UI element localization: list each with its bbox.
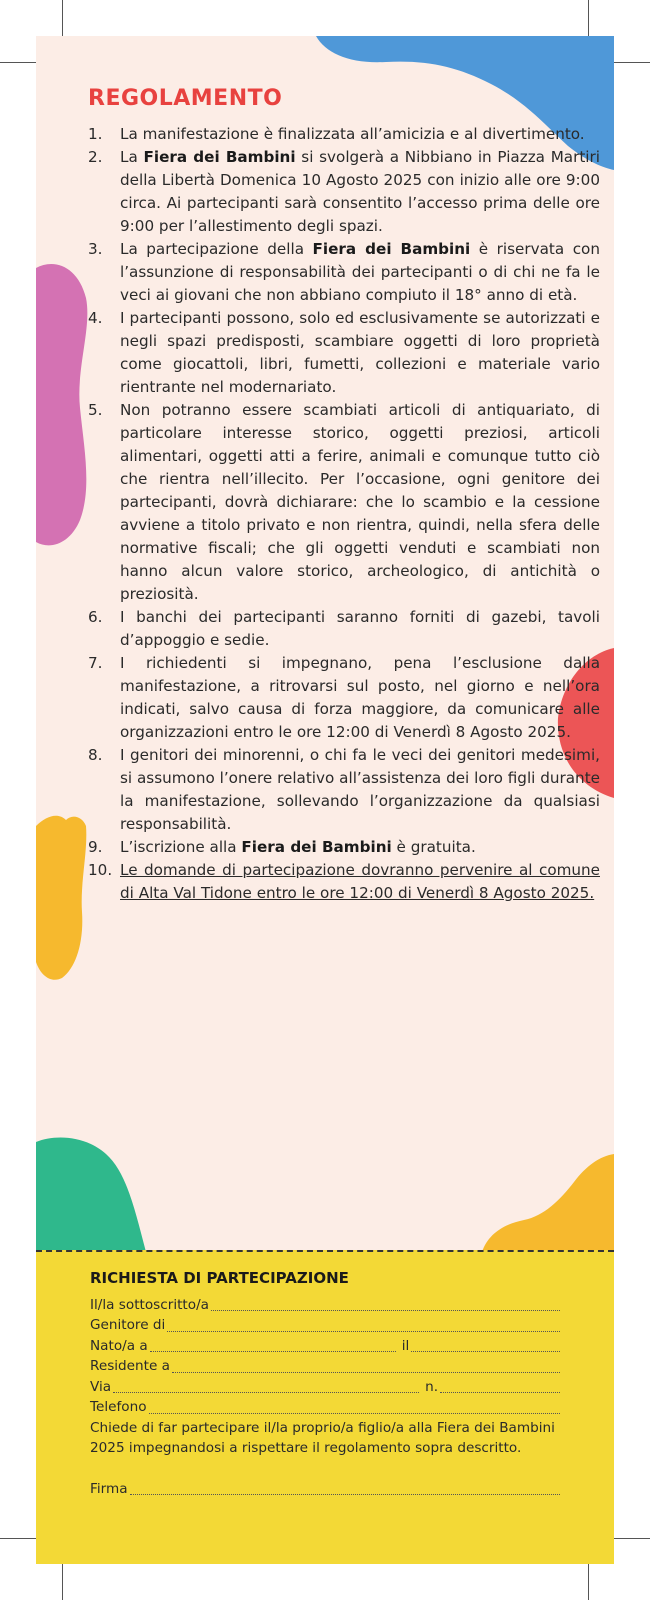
fill-line[interactable]: [211, 1296, 560, 1311]
signature-line[interactable]: [130, 1480, 560, 1495]
rule-text: I partecipanti possono, solo ed esclusivamente se autorizzati e negli spazi predisposti, scambiare oggetti di loro proprietà come giocattoli, libri, fumetti, collezioni e materiale vario rientrante nel modernariato.: [120, 309, 600, 396]
rule-text: Non potranno essere scambiati articoli di antiquariato, di particolare interesse storico, oggetti preziosi, articoli alimentari, oggetti atti a ferire, animali e comunque tutto ciò che rientra nell’illecito. Per l’occasione, ogni genitore dei partecipanti, dovrà dichiarare: che lo scambio e la cessione avviene a titolo privato e non rientra, quindi, nella sfera delle normative fiscali; che gli oggetti venduti e scambiati non hanno alcun valore storico, archeologico, di antichità o preziosità.: [120, 401, 600, 603]
field-label: Via: [90, 1378, 112, 1395]
rule-item: [88, 859, 600, 905]
rule-text: La: [120, 148, 144, 166]
yellow-brush-decoration: [36, 812, 88, 982]
rule-text: La manifestazione è finalizzata all’amicizia e al divertimento.: [120, 125, 585, 143]
rules-list: [88, 123, 600, 905]
form-body: [90, 1268, 560, 1499]
rule-item: [88, 123, 600, 146]
fill-line[interactable]: [149, 1399, 560, 1414]
form-declaration: Chiede di far partecipare il/la proprio/a figlio/a alla Fiera dei Bambini 2025 impegnandosi a rispettare il regolamento sopra descritto.: [90, 1419, 555, 1456]
rule-number: 2.: [88, 148, 103, 166]
regolamento-title: REGOLAMENTO: [88, 86, 283, 111]
rule-number: 6.: [88, 608, 103, 626]
pink-blob-decoration: [36, 258, 92, 548]
field-label: Genitore di: [90, 1317, 166, 1333]
field-label: Residente a: [90, 1358, 171, 1374]
rule-text: I banchi dei partecipanti saranno forniti di gazebi, tavoli d’appoggio e sedie.: [120, 608, 600, 649]
field-label: Telefono: [90, 1399, 147, 1415]
rule-number: 5.: [88, 401, 103, 419]
fill-line[interactable]: [172, 1358, 560, 1373]
field-telefono[interactable]: [90, 1397, 560, 1418]
rule-text: La partecipazione della: [120, 240, 313, 258]
orange-blob-decoration: [482, 1154, 614, 1252]
rule-number: 3.: [88, 240, 103, 258]
rule-text: Le domande di partecipazione dovranno pervenire al comune di Alta Val Tidone entro le ore 12:00 di Venerdì 8 Agosto 2025.: [120, 861, 600, 902]
rule-text: I richiedenti si impegnano, pena l’esclusione dalla manifestazione, a ritrovarsi sul posto, nel giorno e nell’ora indicati, salvo causa di forza maggiore, da comunicare alle organizzazioni entro le ore 12:00 di Venerdì 8 Agosto 2025.: [120, 654, 600, 741]
rule-text: I genitori dei minorenni, o chi fa le veci dei genitori medesimi, si assumono l’onere relativo all’assistenza dei loro figli durante la manifestazione, sollevando l’organizzazione da qualsiasi responsabilità.: [120, 746, 600, 833]
field-via[interactable]: [90, 1377, 560, 1398]
rule-number: 10.: [88, 861, 113, 879]
rule-number: 4.: [88, 309, 103, 327]
rule-item: [88, 399, 600, 606]
rule-number: 8.: [88, 746, 103, 764]
event-name: Fiera dei Bambini: [143, 148, 296, 166]
form-title: RICHIESTA DI PARTECIPAZIONE: [90, 1269, 349, 1287]
rule-text: si svolgerà a Nibbiano in Piazza Martiri della Libertà Domenica 10 Agosto 2025 con inizio alle ore 9:00 circa. Ai partecipanti sarà consentito l’accesso prima delle ore 9:00 per l’allestimento degli spazi.: [120, 148, 600, 235]
rule-item: [88, 606, 600, 652]
rule-item: [88, 744, 600, 836]
rule-item: [88, 652, 600, 744]
flyer-page: [36, 36, 614, 1564]
field-nato[interactable]: [90, 1336, 560, 1357]
field-residente[interactable]: [90, 1356, 560, 1377]
field-label: Nato/a a: [90, 1337, 148, 1354]
rule-item: [88, 307, 600, 399]
regolamento-section: [88, 86, 600, 905]
fill-line[interactable]: [440, 1378, 560, 1393]
field-firma[interactable]: [90, 1479, 560, 1500]
rule-number: 9.: [88, 838, 103, 856]
fill-line[interactable]: [113, 1378, 419, 1393]
fill-line[interactable]: [150, 1337, 396, 1352]
field-sottoscritto[interactable]: [90, 1295, 560, 1316]
field-label: il: [401, 1337, 410, 1354]
rule-text: è riservata con l’assunzione di responsabilità dei partecipanti o di chi ne fa le veci ai giovani che non abbiano compiuto il 18° anno di età.: [120, 240, 600, 304]
field-genitore[interactable]: [90, 1315, 560, 1336]
field-label: Il/la sottoscritto/a: [90, 1296, 209, 1313]
rule-item: [88, 238, 600, 307]
participation-form: [36, 1250, 614, 1564]
field-label: n.: [425, 1378, 439, 1395]
fill-line[interactable]: [411, 1337, 560, 1352]
field-label: Firma: [90, 1480, 128, 1497]
rule-number: 7.: [88, 654, 103, 672]
rule-item: [88, 836, 600, 859]
rule-text: è gratuita.: [391, 838, 476, 856]
rule-text: L’iscrizione alla: [120, 838, 242, 856]
rule-number: 1.: [88, 125, 103, 143]
rule-item: [88, 146, 600, 238]
fill-line[interactable]: [167, 1317, 560, 1332]
event-name: Fiera dei Bambini: [241, 838, 392, 856]
green-blob-decoration: [36, 1136, 146, 1252]
event-name: Fiera dei Bambini: [312, 240, 471, 258]
